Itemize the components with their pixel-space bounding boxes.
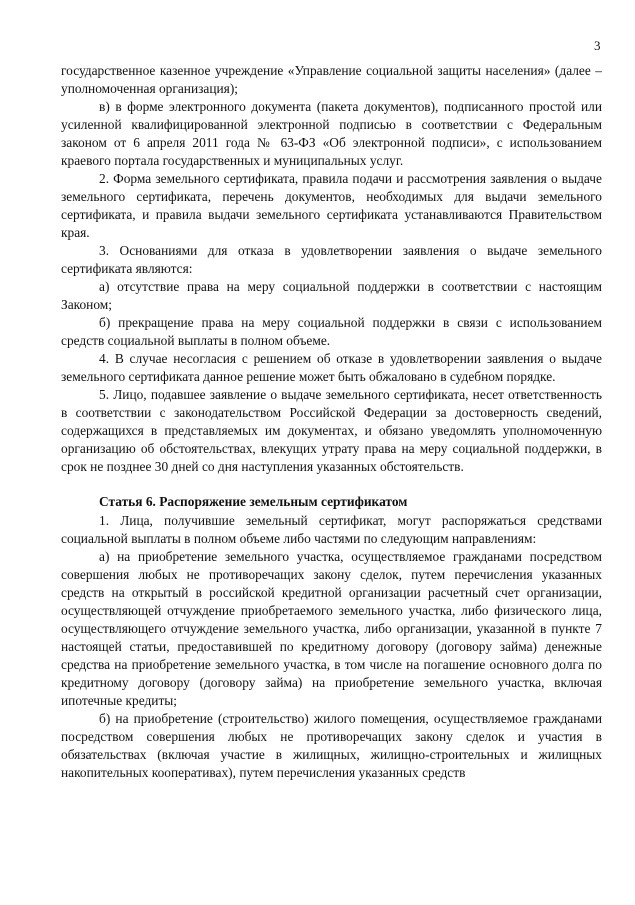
article-heading: Статья 6. Распоряжение земельным сертификатом (99, 494, 408, 509)
paragraph: а) на приобретение земельного участка, осуществляемое гражданами посредством совершения любых не противоречащих закону сделок, путем перечисления указанных средств на открытый в российской кредитной организации расчетный счет организации, осуществляющей отчуждение приобретаемого земельного участка, либо физического лица, осуществляющего отчуждение земельного участка, либо организации, указанной в пункте 7 настоящей статьи, предоставившей по кредитному договору (договору займа) денежные средства на приобретение земельного участка, в том числе на погашение основного долга по кредитному договору (договору займа) на приобретение земельного участка, включая ипотечные кредиты; (61, 549, 602, 708)
paragraph: а) отсутствие права на меру социальной поддержки в соответствии с настоящим Законом; (61, 279, 602, 312)
paragraph: 3. Основаниями для отказа в удовлетворении заявления о выдаче земельного сертификата являются: (61, 243, 602, 276)
paragraph: б) на приобретение (строительство) жилого помещения, осуществляемое гражданами посредством совершения любых не противоречащих закону сделок и участия в обязательствах (включая участие в жилищных, жилищно-строительных и жилищных накопительных кооперативах), путем перечисления указанных средств (61, 711, 602, 780)
document-body (61, 62, 602, 782)
paragraph: б) прекращение права на меру социальной поддержки в связи с использованием средств социальной выплаты в полном объеме. (61, 315, 602, 348)
paragraph: 5. Лицо, подавшее заявление о выдаче земельного сертификата, несет ответственность в соответствии с законодательством Российской Федерации за достоверность сведений, содержащихся в представляемых им документах, и обязано уведомлять уполномоченную организацию об обстоятельствах, влекущих утрату права на меру социальной поддержки, в срок не позднее 30 дней со дня наступления указанных обстоятельств. (61, 387, 602, 474)
paragraph: 4. В случае несогласия с решением об отказе в удовлетворении заявления о выдаче земельного сертификата данное решение может быть обжаловано в судебном порядке. (61, 351, 602, 384)
paragraph: 1. Лица, получившие земельный сертификат, могут распоряжаться средствами социальной выплаты в полном объеме либо частями по следующим направлениям: (61, 513, 602, 546)
paragraph: в) в форме электронного документа (пакета документов), подписанного простой или усиленной квалифицированной электронной подписью в соответствии с Федеральным законом от 6 апреля 2011 года № 63-ФЗ «Об электронной подписи», с использованием краевого портала государственных и муниципальных услуг. (61, 99, 602, 168)
page-number: 3 (594, 38, 601, 53)
paragraph: 2. Форма земельного сертификата, правила подачи и рассмотрения заявления о выдаче земельного сертификата, перечень документов, необходимых для выдачи земельного сертификата, и правила выдачи земельного сертификата устанавливаются Правительством края. (61, 171, 602, 240)
paragraph: государственное казенное учреждение «Управление социальной защиты населения» (далее – уполномоченная организация); (61, 63, 602, 96)
